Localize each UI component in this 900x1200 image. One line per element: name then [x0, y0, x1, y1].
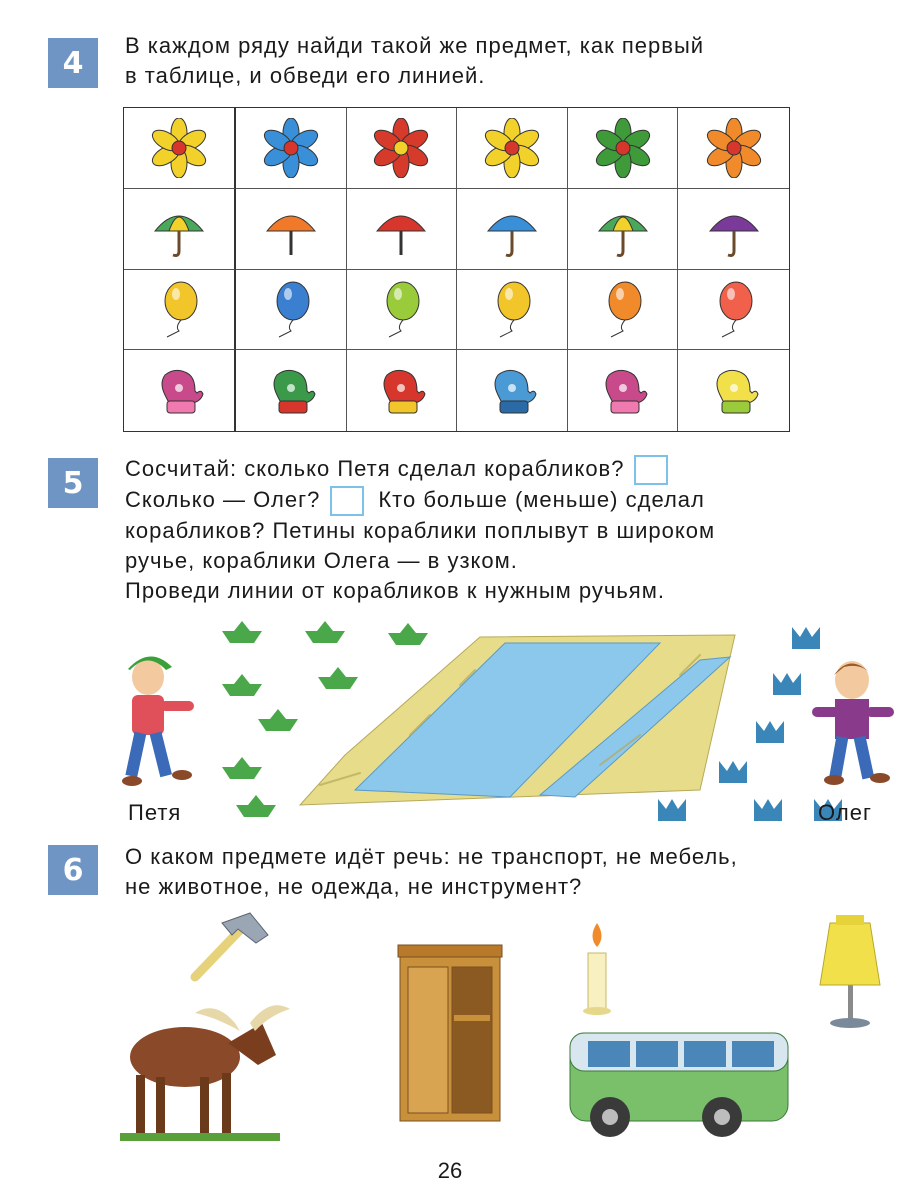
- flower-picture: [482, 118, 542, 178]
- flower-cell-3[interactable]: [347, 108, 458, 189]
- flower-picture: [261, 118, 321, 178]
- task-5-instructions: [125, 454, 715, 606]
- umbrella-picture: [482, 199, 542, 259]
- mitten-picture: [149, 361, 209, 421]
- paper-boat-oleg[interactable]: [773, 673, 801, 695]
- mitten-cell-1: [124, 350, 236, 431]
- mitten-picture: [593, 361, 653, 421]
- mitten-cell-6[interactable]: [678, 350, 789, 431]
- flower-picture: [593, 118, 653, 178]
- bus-picture: [570, 1033, 788, 1137]
- task-6-line-2: не животное, не одежда, не инструмент?: [125, 874, 583, 899]
- task-4-line-2: в таблице, и обведи его линией.: [125, 63, 486, 88]
- balloon-picture: [261, 279, 321, 339]
- umbrella-picture: [149, 199, 209, 259]
- umbrella-cell-5[interactable]: [568, 189, 679, 270]
- task-4-instructions: [125, 31, 704, 91]
- flower-picture: [371, 118, 431, 178]
- task-5-question-compare: Кто больше (меньше) сделал: [378, 487, 705, 513]
- balloon-cell-2[interactable]: [236, 270, 347, 351]
- flower-picture: [149, 118, 209, 178]
- task-5-line-2: [125, 485, 715, 516]
- task-4-number-badge: 4: [48, 38, 98, 88]
- mitten-picture: [482, 361, 542, 421]
- balloon-cell-1: [124, 270, 236, 351]
- flower-cell-5[interactable]: [568, 108, 679, 189]
- mitten-cell-4[interactable]: [457, 350, 568, 431]
- flower-cell-1: [124, 108, 236, 189]
- paper-boat-oleg[interactable]: [792, 627, 820, 649]
- task-6-number-badge: 6: [48, 845, 98, 895]
- flower-cell-6[interactable]: [678, 108, 789, 189]
- candle-picture: [583, 923, 611, 1015]
- mitten-cell-3[interactable]: [347, 350, 458, 431]
- paper-boat-petya[interactable]: [388, 623, 428, 645]
- balloon-picture: [149, 279, 209, 339]
- paper-boat-oleg[interactable]: [658, 799, 686, 821]
- balloon-cell-4[interactable]: [457, 270, 568, 351]
- task-5-question-oleg: Сколько — Олег?: [125, 487, 321, 513]
- balloon-picture: [371, 279, 431, 339]
- petya-label: Петя: [128, 800, 182, 825]
- paper-boat-petya[interactable]: [222, 621, 262, 643]
- task-6-line-1: О каком предмете идёт речь: не транспорт, не мебель,: [125, 844, 738, 869]
- coat-picture: [820, 915, 880, 1028]
- balloon-cell-3[interactable]: [347, 270, 458, 351]
- paper-boat-oleg[interactable]: [719, 761, 747, 783]
- paper-boat-petya[interactable]: [258, 709, 298, 731]
- task-4-line-1: В каждом ряду найди такой же предмет, как первый: [125, 33, 705, 58]
- umbrella-picture: [261, 199, 321, 259]
- task-4-picture-table: [123, 107, 790, 432]
- umbrella-cell-3[interactable]: [347, 189, 458, 270]
- mitten-cell-2[interactable]: [236, 350, 347, 431]
- balloon-picture: [482, 279, 542, 339]
- oleg-label: Олег: [818, 800, 872, 825]
- umbrella-picture: [704, 199, 764, 259]
- petya-figure: [122, 656, 194, 786]
- paper-boat-petya[interactable]: [236, 795, 276, 817]
- mitten-picture: [261, 361, 321, 421]
- paper-boat-oleg[interactable]: [754, 799, 782, 821]
- paper-boat-oleg[interactable]: [756, 721, 784, 743]
- flower-cell-4[interactable]: [457, 108, 568, 189]
- paper-boat-petya[interactable]: [318, 667, 358, 689]
- mitten-cell-5[interactable]: [568, 350, 679, 431]
- paper-boat-petya[interactable]: [222, 674, 262, 696]
- flower-picture: [704, 118, 764, 178]
- umbrella-picture: [593, 199, 653, 259]
- hammer-picture: [195, 913, 268, 977]
- balloon-cell-6[interactable]: [678, 270, 789, 351]
- paper-boat-petya[interactable]: [222, 757, 262, 779]
- mitten-picture: [371, 361, 431, 421]
- petya-count-answer-box[interactable]: [634, 455, 668, 485]
- task-5-line-1: [125, 454, 715, 485]
- task-5-question-petya: Сосчитай: сколько Петя сделал корабликов?: [125, 456, 625, 481]
- balloon-picture: [593, 279, 653, 339]
- task-5-line-3: корабликов? Петины кораблики поплывут в широком: [125, 518, 716, 544]
- oleg-figure: [812, 661, 894, 785]
- wardrobe-picture: [398, 945, 502, 1121]
- mitten-picture: [704, 361, 764, 421]
- umbrella-cell-4[interactable]: [457, 189, 568, 270]
- task-5-line-5: Проведи линии от корабликов к нужным ручьям.: [125, 578, 665, 604]
- moose-picture: [120, 1005, 290, 1141]
- umbrella-cell-6[interactable]: [678, 189, 789, 270]
- umbrella-cell-2[interactable]: [236, 189, 347, 270]
- objects-illustration: [0, 905, 900, 1155]
- flower-cell-2[interactable]: [236, 108, 347, 189]
- streams-illustration: [0, 615, 900, 830]
- oleg-count-answer-box[interactable]: [330, 486, 364, 516]
- paper-boat-petya[interactable]: [305, 621, 345, 643]
- umbrella-cell-1: [124, 189, 236, 270]
- task-5-number-badge: 5: [48, 458, 98, 508]
- page-number: 26: [437, 1158, 463, 1183]
- task-5-line-4: ручье, кораблики Олега — в узком.: [125, 548, 518, 574]
- task-6-instructions: [125, 842, 738, 902]
- balloon-cell-5[interactable]: [568, 270, 679, 351]
- umbrella-picture: [371, 199, 431, 259]
- balloon-picture: [704, 279, 764, 339]
